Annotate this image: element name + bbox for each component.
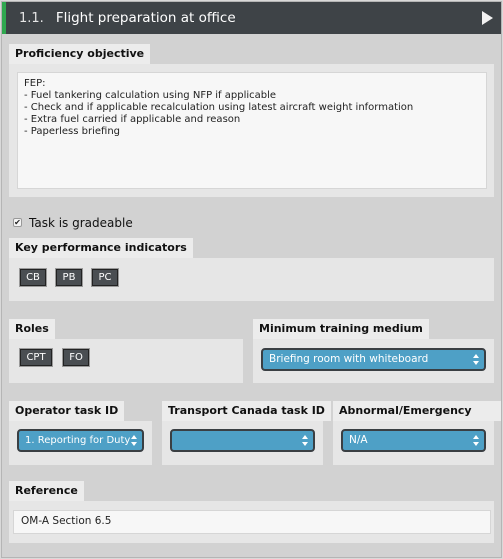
operator-task-select[interactable]: [17, 429, 144, 452]
select-arrows-icon: [131, 435, 137, 446]
proficiency-objective-textarea[interactable]: [17, 72, 487, 189]
reference-label: Reference: [9, 481, 84, 501]
task-header[interactable]: [2, 2, 501, 34]
operator-task-value: 1. Reporting for Duty: [25, 435, 131, 446]
kpi-chip-cb[interactable]: CB: [20, 269, 46, 286]
tc-task-label: Transport Canada task ID: [162, 401, 331, 421]
training-medium-select[interactable]: [261, 348, 486, 371]
role-chip-fo[interactable]: FO: [63, 349, 89, 366]
task-card: [1, 1, 502, 558]
abnormal-code-select[interactable]: [341, 429, 486, 452]
kpi-label: Key performance indicators: [9, 238, 193, 258]
abnormal-code-value: N/A: [349, 434, 368, 446]
training-medium-value: Briefing room with whiteboard: [269, 353, 429, 365]
abnormal-code-label: Abnormal/Emergency: [333, 401, 501, 421]
select-arrows-icon: [473, 354, 479, 365]
gradeable-checkbox[interactable]: ✔: [14, 218, 21, 227]
proficiency-objective-label: Proficiency objective: [9, 44, 150, 64]
select-arrows-icon: [302, 435, 308, 446]
objective-line: - Extra fuel carried if applicable and reason: [24, 114, 241, 125]
operator-task-label: Operator task ID: [9, 401, 124, 421]
role-chip-cpt[interactable]: CPT: [20, 349, 52, 366]
objective-line: - Paperless briefing: [24, 126, 121, 137]
kpi-chip-pc[interactable]: PC: [92, 269, 118, 286]
objective-line: FEP:: [24, 78, 46, 89]
tc-task-select[interactable]: [170, 429, 315, 452]
select-arrows-icon: [473, 435, 479, 446]
objective-line: - Fuel tankering calculation using NFP if applicable: [24, 90, 277, 101]
gradeable-label: Task is gradeable: [29, 216, 133, 230]
roles-label: Roles: [9, 319, 55, 339]
play-arrow-icon[interactable]: [482, 11, 493, 25]
reference-input[interactable]: OM-A Section 6.5: [13, 510, 491, 534]
kpi-chip-pb[interactable]: PB: [56, 269, 82, 286]
objective-line: - Check and if applicable recalculation using latest aircraft weight information: [24, 102, 414, 113]
task-number: 1.1.: [19, 10, 44, 26]
training-medium-label: Minimum training medium: [253, 319, 429, 339]
task-title: Flight preparation at office: [55, 10, 236, 26]
